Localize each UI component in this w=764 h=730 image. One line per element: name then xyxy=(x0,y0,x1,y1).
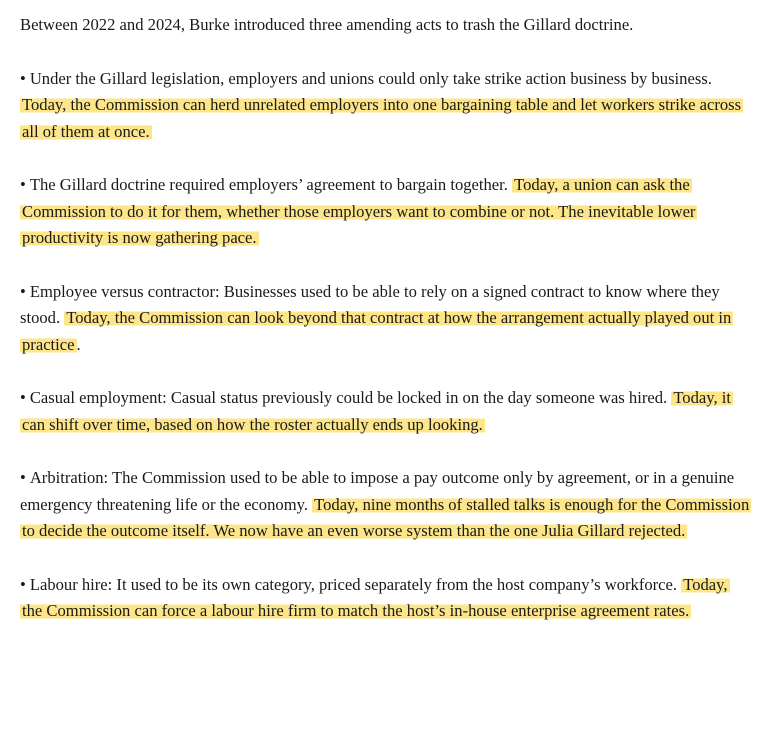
highlighted-text: Today, the Commission can force a labour hire firm to match the host’s in-house enterprise agreement rates. xyxy=(22,574,728,620)
bullet-icon: • xyxy=(20,175,26,194)
item-text: The Gillard doctrine required employers’ agreement to bargain together. xyxy=(29,175,508,194)
bullet-icon: • xyxy=(20,468,26,487)
highlighted-text: Today, nine months of stalled talks is enough for the Commission to decide the outcome itself. We now have an even worse system than the one Julia Gillard rejected. xyxy=(22,494,750,540)
list-item xyxy=(20,385,750,438)
list-item xyxy=(20,172,750,252)
highlighted-text: Today, it can shift over time, based on how the roster actually ends up looking. xyxy=(22,388,732,434)
item-text: Arbitration: The Commission used to be able to impose a pay outcome only by agreement, or in a genuine emergency threatening life or the economy. xyxy=(20,468,735,514)
bullet-icon: • xyxy=(20,281,26,301)
highlighted-text: Today, a union can ask the Commission to do it for them, whether those employers want to combine or not. The inevitable lower productivity is now gathering pace. xyxy=(22,175,696,247)
item-text: Under the Gillard legislation, employers and unions could only take strike action business by business. xyxy=(29,68,712,88)
intro-paragraph: Between 2022 and 2024, Burke introduced three amending acts to trash the Gillard doctrine. xyxy=(20,15,634,34)
bullet-icon: • xyxy=(20,68,26,88)
item-text: Casual employment: Casual status previously could be locked in on the day someone was hired. xyxy=(29,388,668,407)
list-item xyxy=(20,66,750,146)
article-body xyxy=(20,12,750,652)
list-item xyxy=(20,572,750,625)
item-text: Labour hire: It used to be its own category, priced separately from the host company’s workforce. xyxy=(29,574,678,594)
bullet-icon: • xyxy=(20,574,26,594)
list-item xyxy=(20,279,750,359)
bullet-icon: • xyxy=(20,388,26,407)
list-item xyxy=(20,465,750,545)
item-text: Employee versus contractor: Businesses used to be able to rely on a signed contract to know where they stood. xyxy=(20,281,720,327)
highlighted-text: Today, the Commission can look beyond that contract at how the arrangement actually played out in practice xyxy=(22,308,732,354)
highlighted-text: Today, the Commission can herd unrelated employers into one bargaining table and let workers strike across all of them at once. xyxy=(22,95,742,141)
item-tail: . xyxy=(76,334,81,354)
